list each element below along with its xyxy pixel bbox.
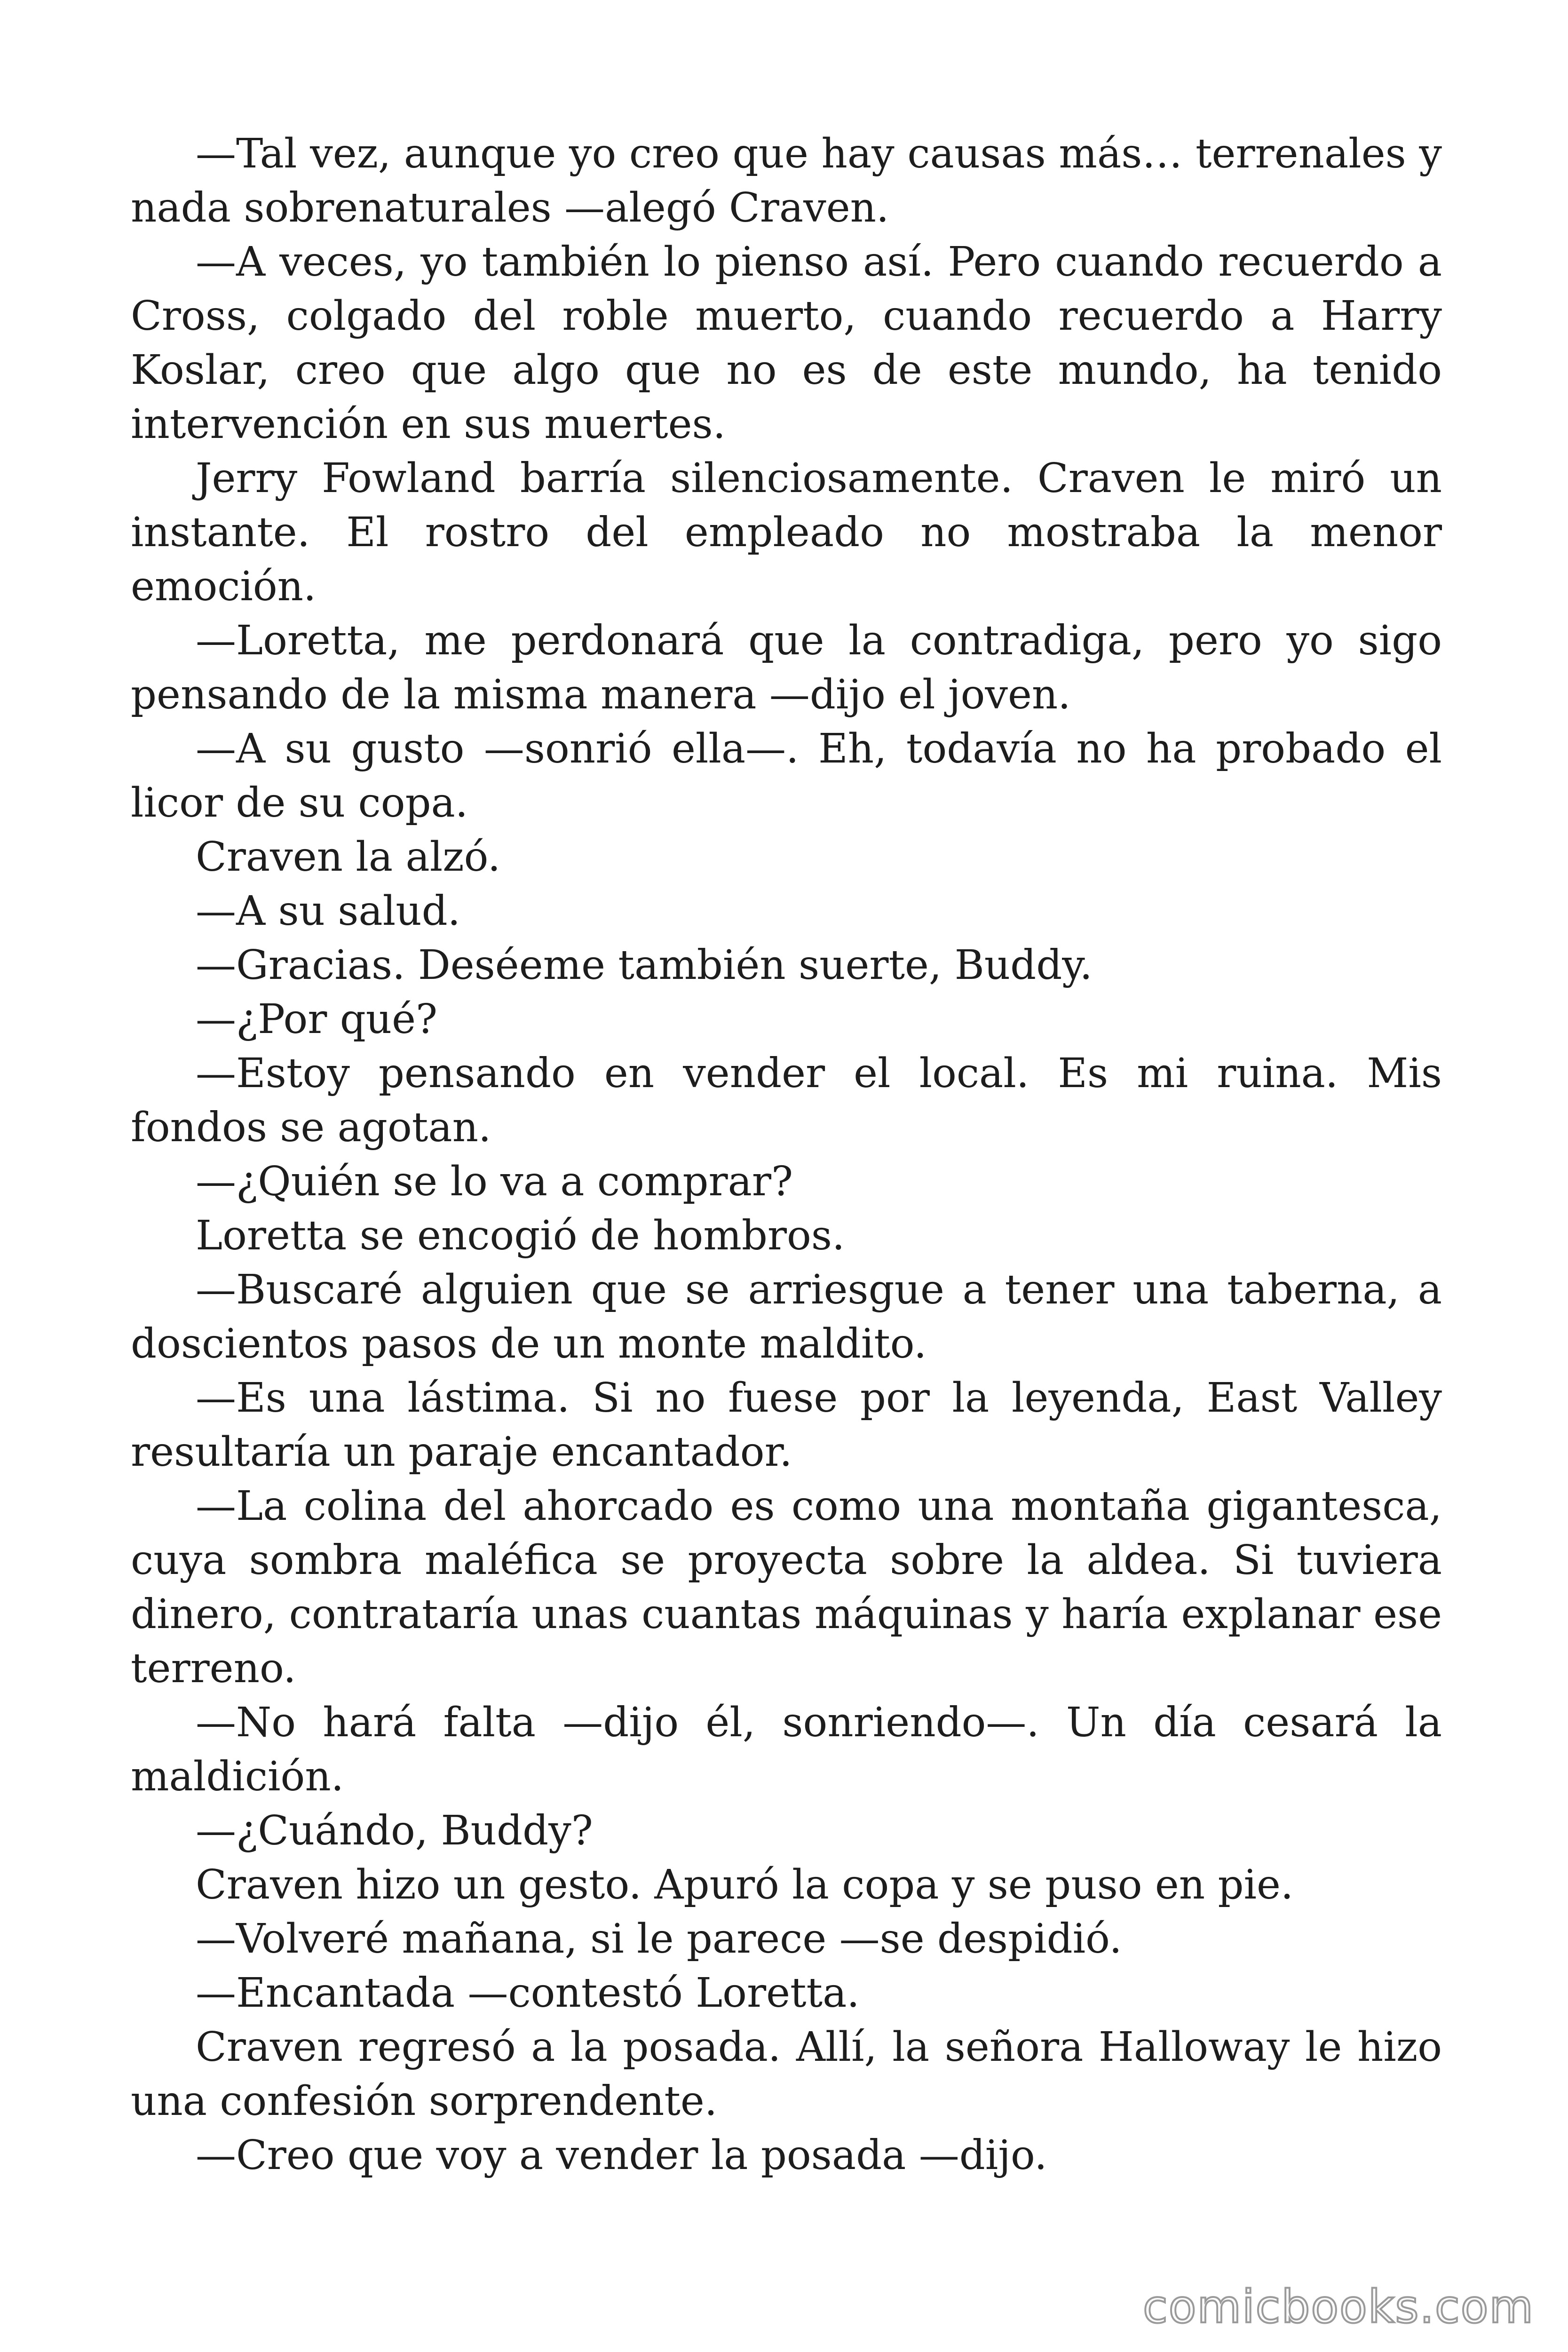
paragraph: —Encantada —contestó Loretta. bbox=[196, 1970, 860, 2017]
paragraph: Jerry Fowland barría silenciosamente. Craven le miró un instante. El rostro del empleado no mostraba la menor emoción. bbox=[131, 455, 1442, 610]
paragraph: —Buscaré alguien que se arriesgue a tener una taberna, a doscientos pasos de un monte maldito. bbox=[131, 1266, 1442, 1367]
paragraph: —Loretta, me perdonará que la contradiga, pero yo sigo pensando de la misma manera —dijo el joven. bbox=[131, 617, 1442, 718]
paragraph: —Gracias. Deséeme también suerte, Buddy. bbox=[196, 942, 1093, 989]
paragraph: Craven la alzó. bbox=[196, 834, 501, 881]
paragraph: —¿Por qué? bbox=[196, 996, 438, 1043]
page-body bbox=[131, 127, 1442, 2183]
paragraph: —Volveré mañana, si le parece —se despidió. bbox=[196, 1915, 1122, 1963]
paragraph: Craven hizo un gesto. Apuró la copa y se puso en pie. bbox=[196, 1861, 1294, 1908]
paragraph: —Creo que voy a vender la posada —dijo. bbox=[196, 2132, 1047, 2179]
paragraph: —La colina del ahorcado es como una montaña gigantesca, cuya sombra maléfica se proyecta sobre la aldea. Si tuviera dinero, contrataría unas cuantas máquinas y haría explanar ese terreno. bbox=[131, 1483, 1442, 1692]
paragraph: —Tal vez, aunque yo creo que hay causas más… terrenales y nada sobrenaturales —alegó Craven. bbox=[131, 130, 1442, 231]
paragraph: —A su gusto —sonrió ella—. Eh, todavía no ha probado el licor de su copa. bbox=[131, 725, 1442, 826]
paragraph: Loretta se encogió de hombros. bbox=[196, 1212, 845, 1259]
paragraph: —Estoy pensando en vender el local. Es mi ruina. Mis fondos se agotan. bbox=[131, 1050, 1442, 1151]
paragraph: —No hará falta —dijo él, sonriendo—. Un día cesará la maldición. bbox=[131, 1699, 1442, 1800]
paragraph: —A su salud. bbox=[196, 888, 460, 935]
paragraph: —¿Quién se lo va a comprar? bbox=[196, 1158, 793, 1205]
watermark: comicbooks.com bbox=[1142, 2280, 1534, 2333]
paragraph: —Es una lástima. Si no fuese por la leyenda, East Valley resultaría un paraje encantador. bbox=[131, 1375, 1442, 1476]
paragraph: —A veces, yo también lo pienso así. Pero cuando recuerdo a Cross, colgado del roble muerto, cuando recuerdo a Harry Koslar, creo que algo que no es de este mundo, ha tenido intervención en sus muertes. bbox=[131, 238, 1442, 448]
paragraph: Craven regresó a la posada. Allí, la señora Halloway le hizo una confesión sorprendente. bbox=[131, 2024, 1442, 2125]
paragraph: —¿Cuándo, Buddy? bbox=[196, 1807, 593, 1854]
